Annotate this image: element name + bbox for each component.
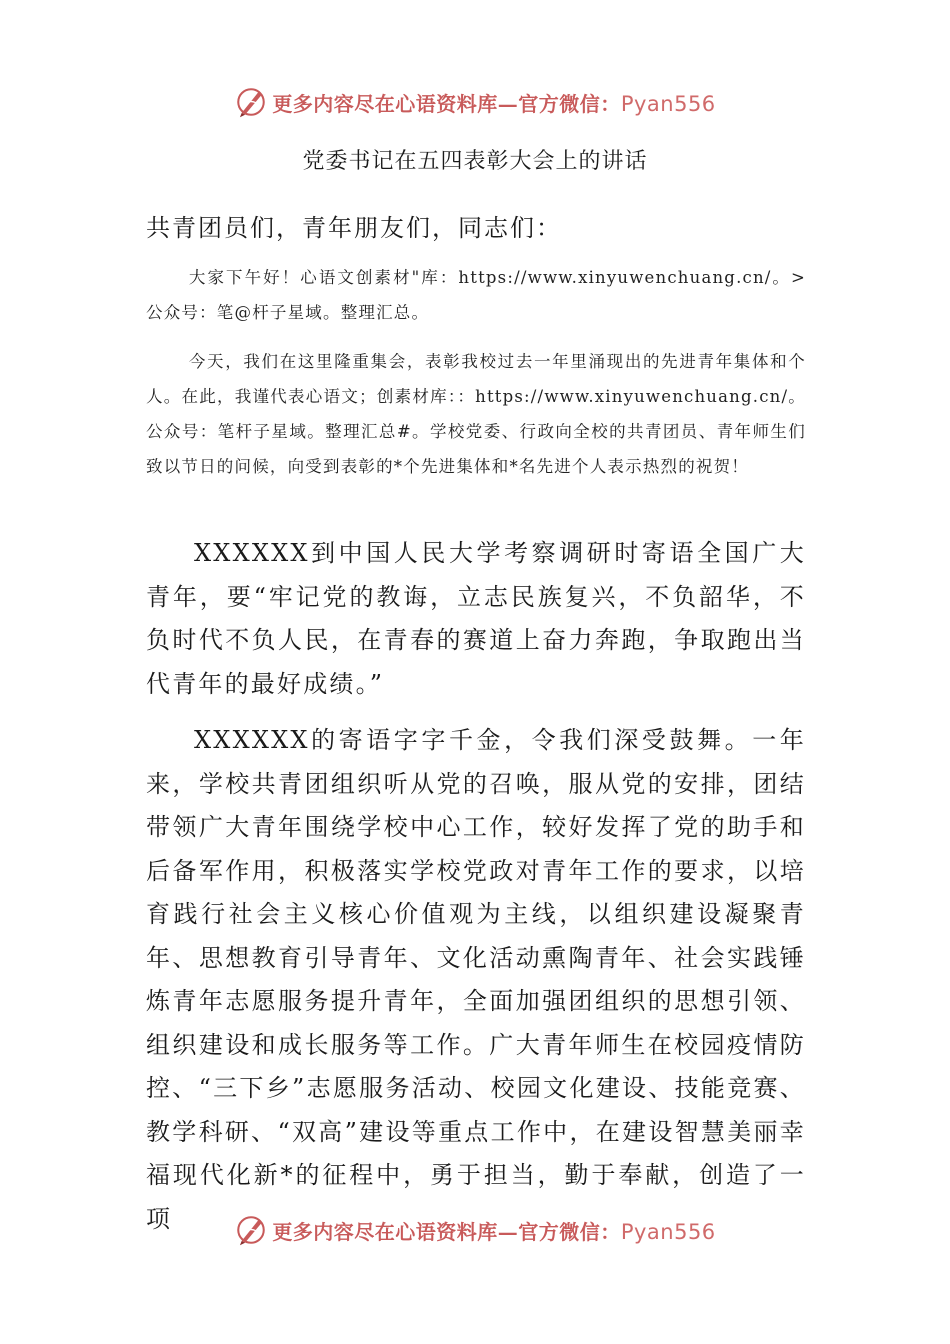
salutation: 共青团员们，青年朋友们，同志们： — [146, 214, 562, 242]
document-title: 党委书记在五四表彰大会上的讲话 — [302, 149, 648, 174]
paragraph-4: XXXXXX的寄语字字千金，令我们深受鼓舞。一年来，学校共青团组织听从党的召唤，服从党的安排，团结带领广大青年围绕学校中心工作，较好发挥了党的助手和后备军作用，积极落实学校党政对青年工作的要求，以培育践行社会主义核心价值观为主线，以组织建设凝聚青年、思想教育引导青年、文化活动熏陶青年、社会实践锤炼青年志愿服务提升青年，全面加强团组织的思想引领、组织建设和成长服务等工作。广大青年师生在校园疫情防控、“三下乡”志愿服务活动、校园文化建设、技能竞赛、教学科研、“双高”建设等重点工作中，在建设智慧美丽幸福现代化新*的征程中，勇于担当，勤于奉献，创造了一项 — [146, 726, 806, 1233]
banner-text: 更多内容尽在心语资料库—官方微信：Pyan556 — [272, 1219, 716, 1244]
paragraph-2: 今天，我们在这里隆重集会，表彰我校过去一年里涌现出的先进青年集体和个人。在此，我谨代表心语文；创素材库：：https://www.xinyuwenchuang.cn/。公众号：笔杆子星域。整理汇总#。学校党委、行政向全校的共青团员、青年师生们致以节日的问候，向受到表彰的*个先进集体和*名先进个人表示热烈的祝贺！ — [146, 352, 806, 476]
banner-text: 更多内容尽在心语资料库—官方微信：Pyan556 — [272, 91, 716, 116]
paragraph-3: XXXXXX到中国人民大学考察调研时寄语全国广大青年，要“牢记党的教诲，立志民族复兴，不负韶华，不负时代不负人民，在青春的赛道上奋力奔跑，争取跑出当代青年的最好成绩。” — [146, 539, 806, 698]
pen-logo-icon — [234, 1213, 268, 1247]
banner-handle: Pyan556 — [620, 1219, 716, 1244]
banner-handle: Pyan556 — [620, 91, 716, 116]
footer-banner — [0, 1210, 950, 1250]
pen-logo-icon — [234, 85, 268, 119]
header-banner — [0, 82, 950, 122]
paragraph-1: 大家下午好！心语文创素材"库：https://www.xinyuwenchuang.cn/。>公众号：笔@杆子星域。整理汇总。 — [146, 268, 806, 322]
